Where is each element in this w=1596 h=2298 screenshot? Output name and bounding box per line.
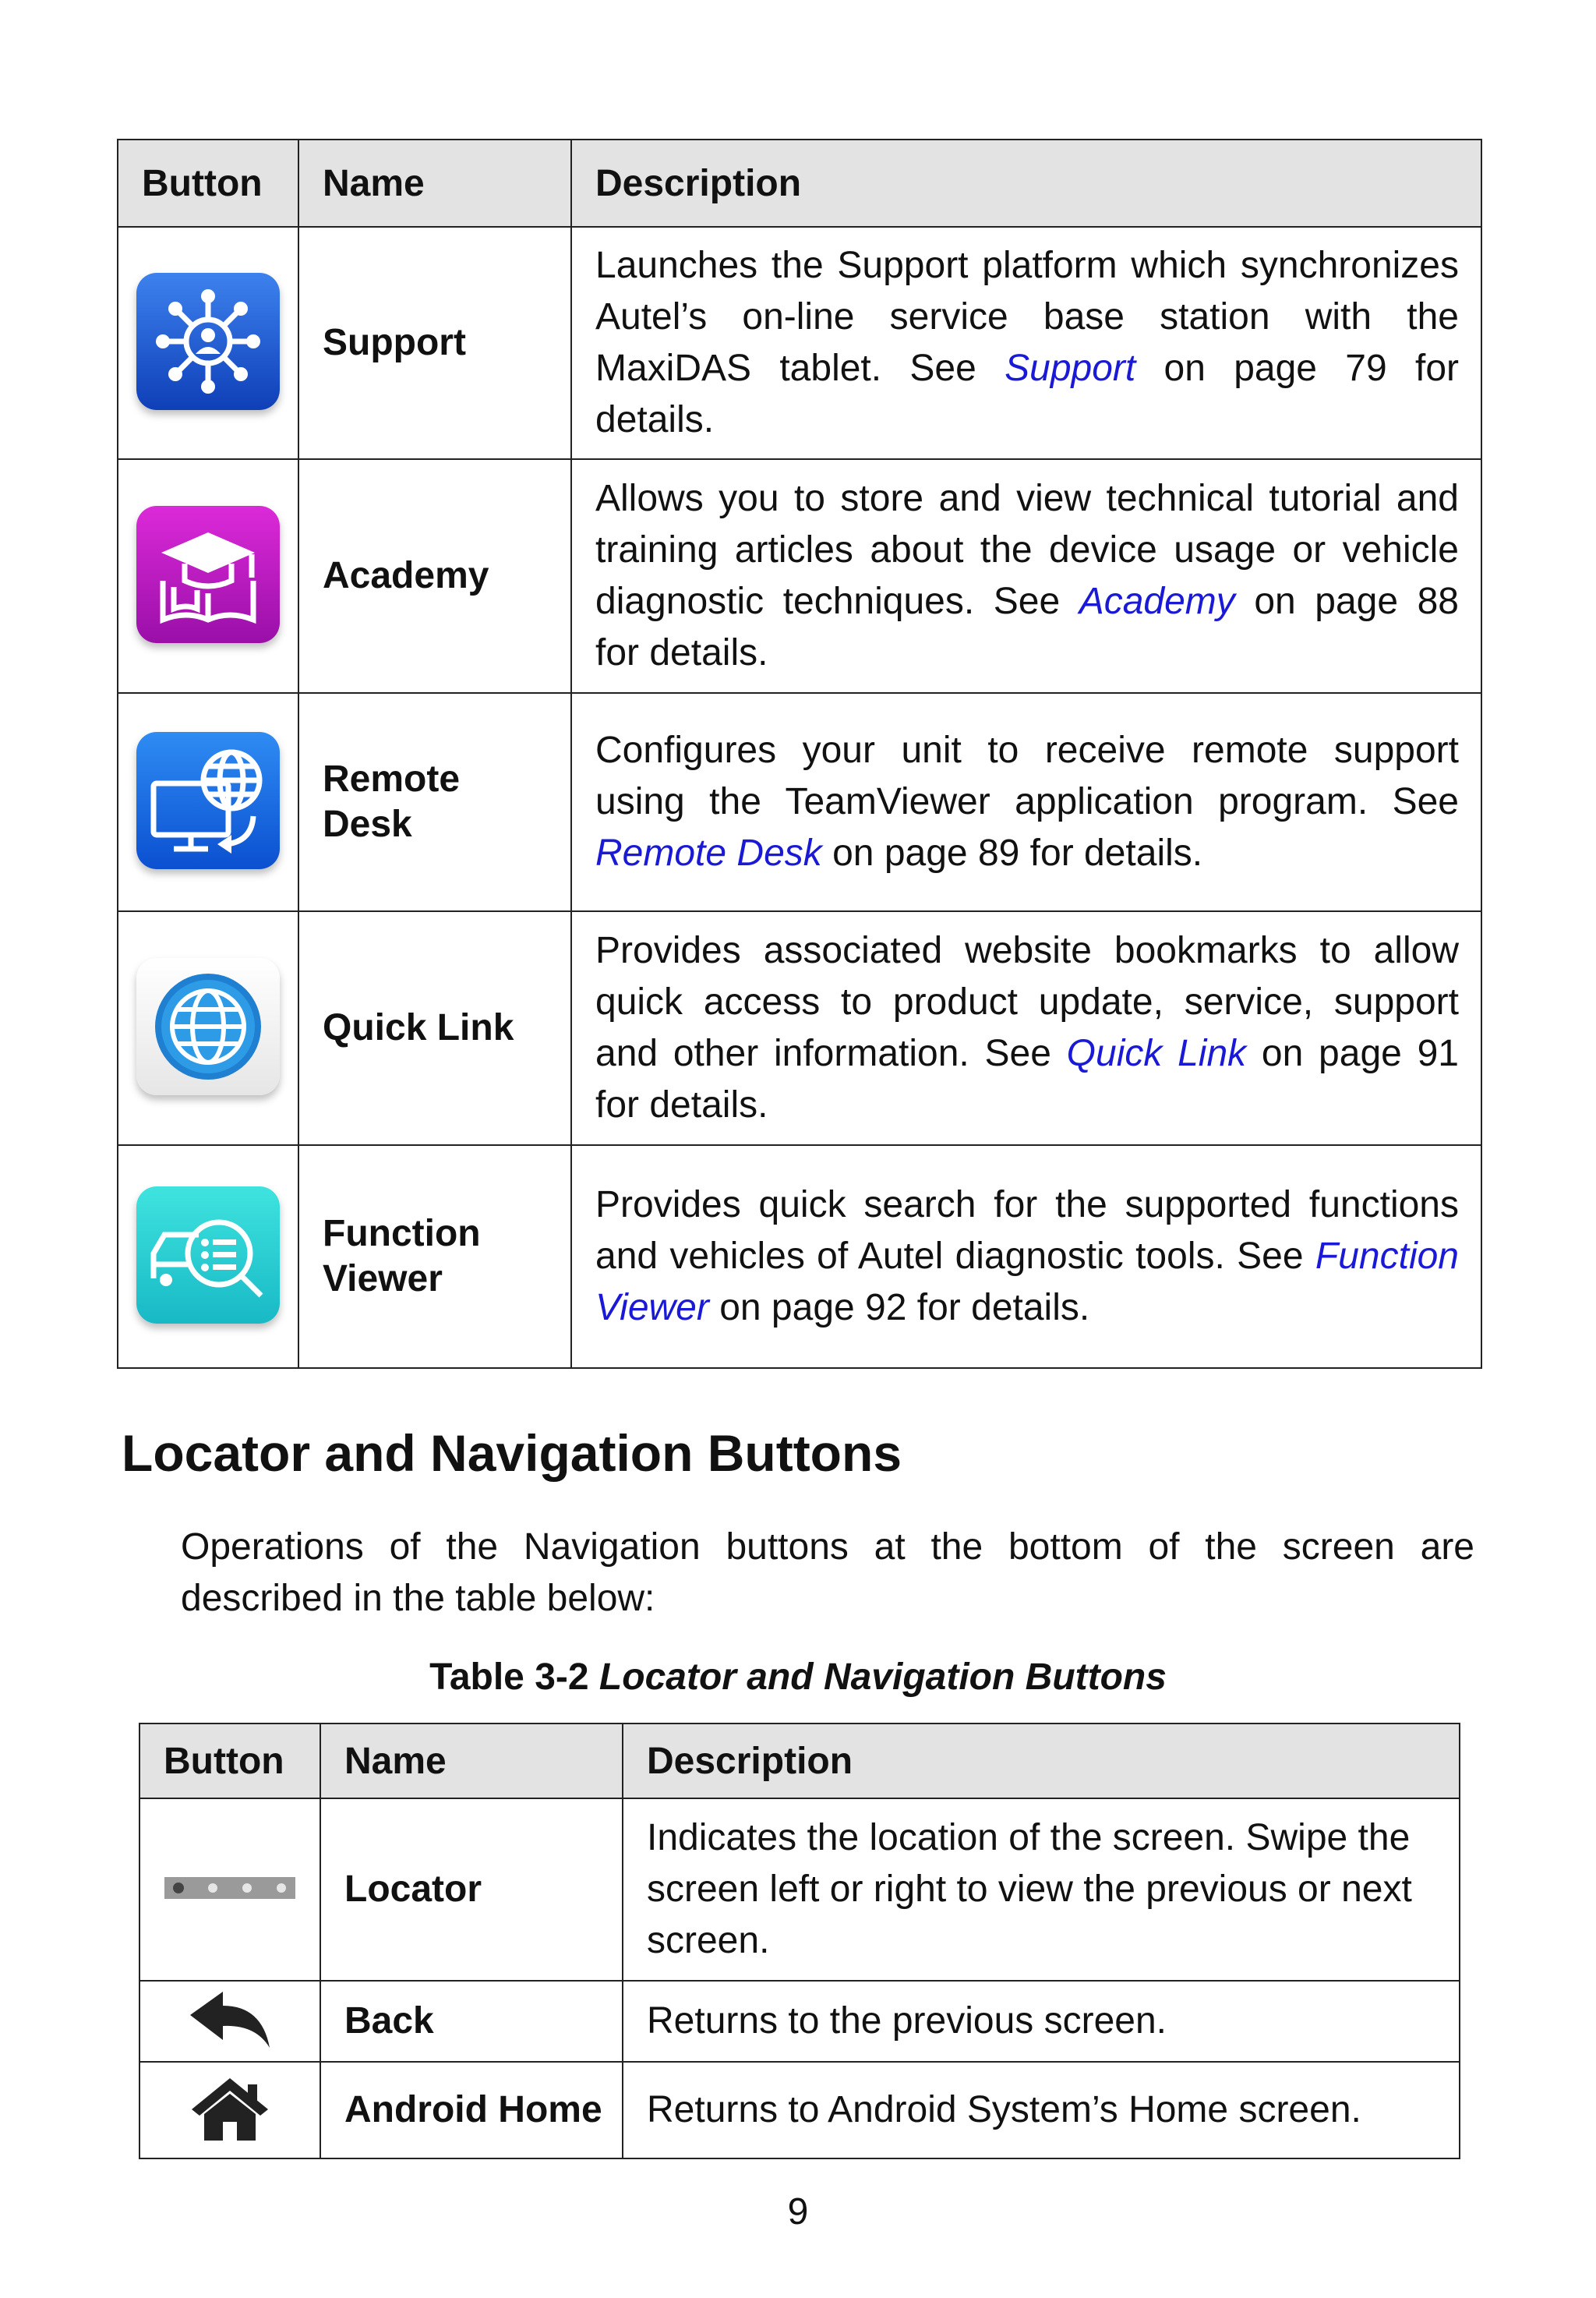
section-paragraph: Operations of the Navigation buttons at the bottom of the screen are described in the table below:: [181, 1526, 1474, 1619]
table-row: [118, 911, 1481, 1145]
quick-link-icon: [136, 958, 280, 1095]
row-description: Provides associated website bookmarks to allow quick access to product update, service, support and other information. See Quick Link on page 91 for details.: [571, 911, 1481, 1145]
academy-icon: [136, 506, 280, 643]
back-arrow-icon: [187, 1989, 273, 2051]
table-header-row: [139, 1724, 1460, 1798]
home-icon: [187, 2075, 273, 2142]
table-caption: Table 3-2 Locator and Navigation Buttons: [429, 1656, 1167, 1698]
row-name: Quick Link: [298, 911, 571, 1145]
table-row: [118, 459, 1481, 693]
table-row: [118, 1145, 1481, 1368]
header-button: Button: [118, 140, 298, 227]
academy-link[interactable]: Academy: [1079, 581, 1235, 622]
row-description: Returns to Android System’s Home screen.: [623, 2062, 1460, 2158]
row-description: Configures your unit to receive remote support using the TeamViewer application program. See Remote Desk on page 89 for details.: [571, 693, 1481, 911]
navigation-buttons-table: [139, 1723, 1460, 2159]
header-button: Button: [139, 1724, 320, 1798]
table-row: [139, 1798, 1460, 1981]
row-name: Function Viewer: [298, 1145, 571, 1368]
row-name: Remote Desk: [298, 693, 571, 911]
row-name: Android Home: [320, 2062, 623, 2158]
remote-desk-icon: [136, 732, 280, 869]
table-row: [118, 227, 1481, 459]
row-name: Locator: [320, 1798, 623, 1981]
row-description: Returns to the previous screen.: [623, 1981, 1460, 2062]
header-name: Name: [320, 1724, 623, 1798]
function-viewer-link[interactable]: Function Viewer: [595, 1236, 1459, 1328]
section-heading: Locator and Navigation Buttons: [122, 1424, 902, 1482]
table-row: [139, 1981, 1460, 2062]
header-description: Description: [623, 1724, 1460, 1798]
row-name: Support: [298, 227, 571, 459]
row-description: Allows you to store and view technical tutorial and training articles about the device usage or vehicle diagnostic techniques. See Academy on page 88 for details.: [571, 459, 1481, 693]
row-name: Back: [320, 1981, 623, 2062]
support-icon: [136, 273, 280, 410]
table-row: [139, 2062, 1460, 2158]
header-name: Name: [298, 140, 571, 227]
row-description: Indicates the location of the screen. Swipe the screen left or right to view the previous or next screen.: [623, 1798, 1460, 1981]
locator-icon: [164, 1876, 295, 1900]
quick-link-link[interactable]: Quick Link: [1066, 1033, 1247, 1074]
function-viewer-icon: [136, 1186, 280, 1324]
page-number: 9: [787, 2191, 809, 2233]
remote-desk-link[interactable]: Remote Desk: [595, 833, 822, 874]
row-description: Provides quick search for the supported functions and vehicles of Autel diagnostic tools. See Function Viewer on page 92 for details.: [571, 1145, 1481, 1368]
support-link[interactable]: Support: [1005, 348, 1136, 389]
table-header-row: [118, 140, 1481, 227]
row-name: Academy: [298, 459, 571, 693]
header-description: Description: [571, 140, 1481, 227]
app-buttons-table: [117, 139, 1482, 1369]
row-description: Launches the Support platform which synchronizes Autel’s on-line service base station with the MaxiDAS tablet. See Support on page 79 for details.: [571, 227, 1481, 459]
table-row: [118, 693, 1481, 911]
